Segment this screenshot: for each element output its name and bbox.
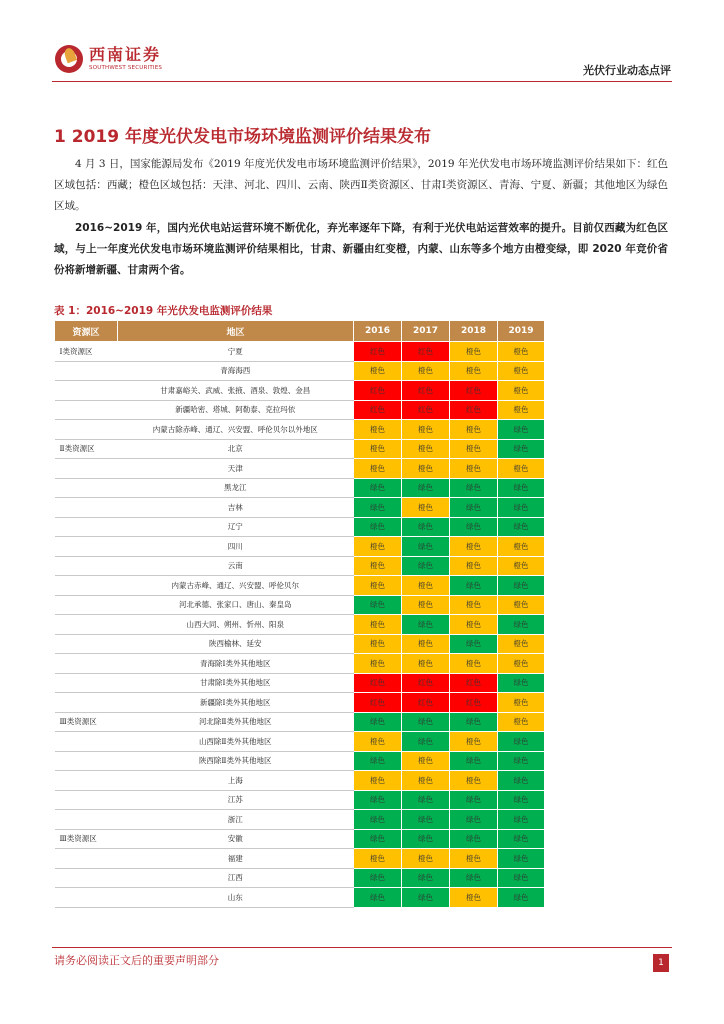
- cell-rating: 绿色: [450, 478, 498, 498]
- table-row: [55, 459, 545, 479]
- table-row: [55, 849, 545, 869]
- cell-rating: 绿色: [450, 868, 498, 888]
- cell-rating: 橙色: [354, 459, 402, 479]
- cell-rating: 绿色: [498, 751, 545, 771]
- table-row: [55, 829, 545, 849]
- cell-rating: 橙色: [402, 751, 450, 771]
- cell-rating: 橙色: [498, 654, 545, 674]
- table-row: [55, 771, 545, 791]
- table-body: [55, 342, 545, 908]
- cell-rating: 绿色: [498, 829, 545, 849]
- table-row: [55, 634, 545, 654]
- logo-emblem-icon: [55, 45, 83, 73]
- cell-resource-zone: [55, 693, 118, 713]
- cell-rating: 绿色: [354, 517, 402, 537]
- cell-resource-zone: [55, 849, 118, 869]
- cell-rating: 橙色: [498, 459, 545, 479]
- cell-resource-zone: [55, 810, 118, 830]
- cell-rating: 红色: [450, 381, 498, 401]
- table-row: [55, 498, 545, 518]
- cell-rating: 绿色: [450, 790, 498, 810]
- cell-rating: 绿色: [402, 810, 450, 830]
- cell-rating: 橙色: [498, 381, 545, 401]
- cell-rating: 绿色: [354, 888, 402, 908]
- cell-rating: 橙色: [450, 888, 498, 908]
- cell-rating: 橙色: [450, 556, 498, 576]
- table-row: [55, 556, 545, 576]
- table-row: [55, 615, 545, 635]
- header-divider: [52, 81, 672, 82]
- cell-rating: 橙色: [450, 537, 498, 557]
- cell-rating: 橙色: [354, 420, 402, 440]
- table-row: [55, 478, 545, 498]
- cell-rating: 绿色: [498, 790, 545, 810]
- cell-region: 陕西除Ⅱ类外其他地区: [118, 751, 354, 771]
- cell-resource-zone: [55, 459, 118, 479]
- cell-rating: 绿色: [354, 810, 402, 830]
- cell-rating: 绿色: [498, 420, 545, 440]
- cell-region: 吉林: [118, 498, 354, 518]
- cell-rating: 橙色: [498, 342, 545, 362]
- cell-rating: 绿色: [450, 712, 498, 732]
- cell-region: 四川: [118, 537, 354, 557]
- table-row: [55, 420, 545, 440]
- cell-rating: 橙色: [402, 771, 450, 791]
- cell-resource-zone: [55, 634, 118, 654]
- cell-rating: 绿色: [450, 517, 498, 537]
- report-type: 光伏行业动态点评: [583, 64, 671, 77]
- cell-rating: 红色: [402, 381, 450, 401]
- table-row: [55, 790, 545, 810]
- cell-rating: 绿色: [498, 771, 545, 791]
- cell-rating: 橙色: [498, 693, 545, 713]
- cell-resource-zone: [55, 420, 118, 440]
- cell-region: 云南: [118, 556, 354, 576]
- table-row: [55, 673, 545, 693]
- cell-rating: 绿色: [498, 576, 545, 596]
- cell-rating: 绿色: [498, 478, 545, 498]
- paragraph-announcement: 4 月 3 日，国家能源局发布《2019 年度光伏发电市场环境监测评价结果》，2019 年光伏发电市场环境监测评价结果如下：红色区域包括：西藏；橙色区域包括：天津、河北、四川、云南、陕西Ⅱ类资源区、甘肃Ⅰ类资源区、青海、宁夏、新疆；其他地区为绿色区域。: [54, 158, 668, 212]
- cell-rating: 绿色: [498, 615, 545, 635]
- cell-rating: 绿色: [354, 478, 402, 498]
- cell-rating: 橙色: [354, 654, 402, 674]
- cell-rating: 绿色: [450, 829, 498, 849]
- table-caption: 表 1：2016~2019 年光伏发电监测评价结果: [54, 305, 273, 317]
- footer-disclaimer: 请务必阅读正文后的重要声明部分: [54, 954, 219, 967]
- cell-rating: 红色: [402, 693, 450, 713]
- cell-resource-zone: [55, 615, 118, 635]
- cell-region: 安徽: [118, 829, 354, 849]
- cell-rating: 橙色: [354, 849, 402, 869]
- cell-rating: 绿色: [498, 888, 545, 908]
- cell-resource-zone: [55, 400, 118, 420]
- cell-rating: 橙色: [402, 654, 450, 674]
- cell-rating: 橙色: [354, 361, 402, 381]
- cell-rating: 绿色: [402, 712, 450, 732]
- cell-rating: 红色: [354, 342, 402, 362]
- cell-rating: 绿色: [402, 888, 450, 908]
- cell-rating: 橙色: [498, 400, 545, 420]
- cell-rating: 橙色: [354, 439, 402, 459]
- cell-rating: 橙色: [450, 361, 498, 381]
- cell-region: 山西大同、朔州、忻州、阳泉: [118, 615, 354, 635]
- cell-rating: 橙色: [450, 595, 498, 615]
- cell-region: 新疆哈密、塔城、阿勒泰、克拉玛依: [118, 400, 354, 420]
- cell-rating: 橙色: [402, 459, 450, 479]
- cell-rating: 绿色: [354, 751, 402, 771]
- page-number: 1: [653, 954, 669, 972]
- cell-resource-zone: [55, 361, 118, 381]
- cell-rating: 绿色: [354, 712, 402, 732]
- cell-resource-zone: [55, 732, 118, 752]
- cell-region: 浙江: [118, 810, 354, 830]
- cell-rating: 橙色: [354, 771, 402, 791]
- table-row: [55, 693, 545, 713]
- cell-rating: 红色: [450, 400, 498, 420]
- table-header-row: [55, 321, 545, 342]
- cell-rating: 红色: [402, 342, 450, 362]
- cell-region: 内蒙古赤峰、通辽、兴安盟、呼伦贝尔: [118, 576, 354, 596]
- cell-rating: 绿色: [354, 595, 402, 615]
- cell-rating: 红色: [354, 693, 402, 713]
- cell-resource-zone: [55, 771, 118, 791]
- cell-rating: 橙色: [402, 595, 450, 615]
- cell-rating: 橙色: [498, 634, 545, 654]
- cell-rating: 橙色: [402, 439, 450, 459]
- cell-resource-zone: [55, 888, 118, 908]
- cell-rating: 绿色: [402, 790, 450, 810]
- cell-region: 山西除Ⅱ类外其他地区: [118, 732, 354, 752]
- cell-rating: 橙色: [450, 771, 498, 791]
- cell-rating: 绿色: [498, 810, 545, 830]
- table-row: [55, 868, 545, 888]
- cell-region: 陕西榆林、延安: [118, 634, 354, 654]
- cell-region: 青海海西: [118, 361, 354, 381]
- logo-name-cn: 西南证券: [89, 44, 162, 64]
- cell-rating: 橙色: [354, 615, 402, 635]
- cell-resource-zone: [55, 478, 118, 498]
- paragraph-analysis: 2016~2019 年，国内光伏电站运营环境不断优化，弃光率逐年下降，有利于光伏电站运营效率的提升。目前仅西藏为红色区域，与上一年度光伏发电市场环境监测评价结果相比，甘肃、新疆由红变橙，内蒙、山东等多个地方由橙变绿，即 2020 年竞价省份将新增新疆、甘肃两个省。: [54, 222, 668, 276]
- header-year-2018: 2018: [450, 321, 498, 342]
- cell-rating: 红色: [402, 400, 450, 420]
- cell-resource-zone: Ⅰ类资源区: [55, 342, 118, 362]
- cell-rating: 绿色: [498, 673, 545, 693]
- table-row: [55, 732, 545, 752]
- cell-region: 福建: [118, 849, 354, 869]
- cell-resource-zone: [55, 595, 118, 615]
- cell-rating: 橙色: [402, 498, 450, 518]
- cell-resource-zone: [55, 790, 118, 810]
- cell-region: 河北承德、张家口、唐山、秦皇岛: [118, 595, 354, 615]
- header-region: 地区: [118, 321, 354, 342]
- cell-resource-zone: [55, 868, 118, 888]
- cell-rating: 橙色: [354, 576, 402, 596]
- cell-rating: 橙色: [402, 576, 450, 596]
- header-year-2017: 2017: [402, 321, 450, 342]
- cell-resource-zone: [55, 556, 118, 576]
- cell-rating: 橙色: [498, 712, 545, 732]
- cell-rating: 红色: [354, 673, 402, 693]
- table-row: [55, 595, 545, 615]
- cell-rating: 橙色: [450, 732, 498, 752]
- cell-rating: 橙色: [354, 634, 402, 654]
- table-row: [55, 342, 545, 362]
- cell-rating: 橙色: [450, 849, 498, 869]
- table-row: [55, 439, 545, 459]
- cell-region: 上海: [118, 771, 354, 791]
- cell-rating: 橙色: [354, 732, 402, 752]
- cell-rating: 橙色: [450, 615, 498, 635]
- cell-rating: 橙色: [498, 361, 545, 381]
- cell-resource-zone: [55, 498, 118, 518]
- cell-rating: 绿色: [498, 868, 545, 888]
- cell-region: 青海除Ⅰ类外其他地区: [118, 654, 354, 674]
- cell-rating: 橙色: [354, 556, 402, 576]
- brand-logo: [55, 44, 162, 74]
- table-row: [55, 751, 545, 771]
- cell-rating: 绿色: [402, 868, 450, 888]
- cell-rating: 红色: [354, 400, 402, 420]
- cell-region: 北京: [118, 439, 354, 459]
- table-row: [55, 381, 545, 401]
- table-row: [55, 537, 545, 557]
- cell-resource-zone: [55, 654, 118, 674]
- cell-region: 江西: [118, 868, 354, 888]
- table-row: [55, 400, 545, 420]
- cell-resource-zone: Ⅱ类资源区: [55, 439, 118, 459]
- table-row: [55, 576, 545, 596]
- footer-divider: [52, 947, 672, 948]
- cell-rating: 绿色: [354, 868, 402, 888]
- cell-region: 山东: [118, 888, 354, 908]
- cell-rating: 绿色: [354, 498, 402, 518]
- cell-rating: 橙色: [402, 420, 450, 440]
- cell-rating: 橙色: [402, 849, 450, 869]
- cell-region: 天津: [118, 459, 354, 479]
- section-title: 1 2019 年度光伏发电市场环境监测评价结果发布: [54, 127, 431, 147]
- table-row: [55, 712, 545, 732]
- cell-resource-zone: [55, 517, 118, 537]
- cell-rating: 绿色: [402, 732, 450, 752]
- cell-region: 河北除Ⅱ类外其他地区: [118, 712, 354, 732]
- table-row: [55, 517, 545, 537]
- cell-rating: 橙色: [450, 459, 498, 479]
- cell-region: 甘肃嘉峪关、武威、张掖、酒泉、敦煌、金昌: [118, 381, 354, 401]
- cell-rating: 绿色: [354, 829, 402, 849]
- cell-resource-zone: Ⅲ类资源区: [55, 712, 118, 732]
- cell-resource-zone: [55, 537, 118, 557]
- cell-rating: 红色: [450, 693, 498, 713]
- cell-region: 新疆除Ⅰ类外其他地区: [118, 693, 354, 713]
- cell-rating: 红色: [450, 673, 498, 693]
- cell-rating: 橙色: [402, 361, 450, 381]
- cell-region: 内蒙古除赤峰、通辽、兴安盟、呼伦贝尔以外地区: [118, 420, 354, 440]
- table-row: [55, 888, 545, 908]
- cell-rating: 绿色: [402, 517, 450, 537]
- cell-region: 宁夏: [118, 342, 354, 362]
- cell-rating: 红色: [354, 381, 402, 401]
- evaluation-table: [54, 320, 545, 908]
- cell-rating: 绿色: [402, 537, 450, 557]
- cell-rating: 绿色: [450, 810, 498, 830]
- cell-rating: 橙色: [450, 439, 498, 459]
- cell-resource-zone: [55, 673, 118, 693]
- cell-rating: 绿色: [498, 849, 545, 869]
- table-row: [55, 361, 545, 381]
- header-year-2019: 2019: [498, 321, 545, 342]
- cell-rating: 绿色: [450, 498, 498, 518]
- cell-rating: 橙色: [354, 537, 402, 557]
- cell-resource-zone: [55, 576, 118, 596]
- cell-rating: 绿色: [402, 615, 450, 635]
- cell-rating: 绿色: [450, 751, 498, 771]
- cell-rating: 绿色: [402, 829, 450, 849]
- cell-rating: 绿色: [450, 576, 498, 596]
- cell-rating: 橙色: [450, 420, 498, 440]
- cell-rating: 绿色: [498, 517, 545, 537]
- cell-region: 辽宁: [118, 517, 354, 537]
- cell-region: 甘肃除Ⅰ类外其他地区: [118, 673, 354, 693]
- cell-resource-zone: [55, 751, 118, 771]
- cell-rating: 橙色: [498, 556, 545, 576]
- cell-rating: 绿色: [450, 634, 498, 654]
- cell-rating: 橙色: [450, 654, 498, 674]
- cell-rating: 橙色: [450, 342, 498, 362]
- cell-rating: 橙色: [498, 537, 545, 557]
- cell-rating: 橙色: [402, 634, 450, 654]
- cell-resource-zone: [55, 381, 118, 401]
- header-resource-zone: 资源区: [55, 321, 118, 342]
- cell-rating: 绿色: [498, 498, 545, 518]
- cell-rating: 绿色: [402, 478, 450, 498]
- cell-rating: 红色: [402, 673, 450, 693]
- cell-rating: 橙色: [498, 595, 545, 615]
- cell-region: 江苏: [118, 790, 354, 810]
- table-row: [55, 654, 545, 674]
- logo-name-en: SOUTHWEST SECURITIES: [89, 64, 163, 71]
- cell-region: 黑龙江: [118, 478, 354, 498]
- table-row: [55, 810, 545, 830]
- cell-rating: 绿色: [402, 556, 450, 576]
- cell-resource-zone: Ⅲ类资源区: [55, 829, 118, 849]
- cell-rating: 绿色: [354, 790, 402, 810]
- header-year-2016: 2016: [354, 321, 402, 342]
- cell-rating: 绿色: [498, 732, 545, 752]
- cell-rating: 绿色: [498, 439, 545, 459]
